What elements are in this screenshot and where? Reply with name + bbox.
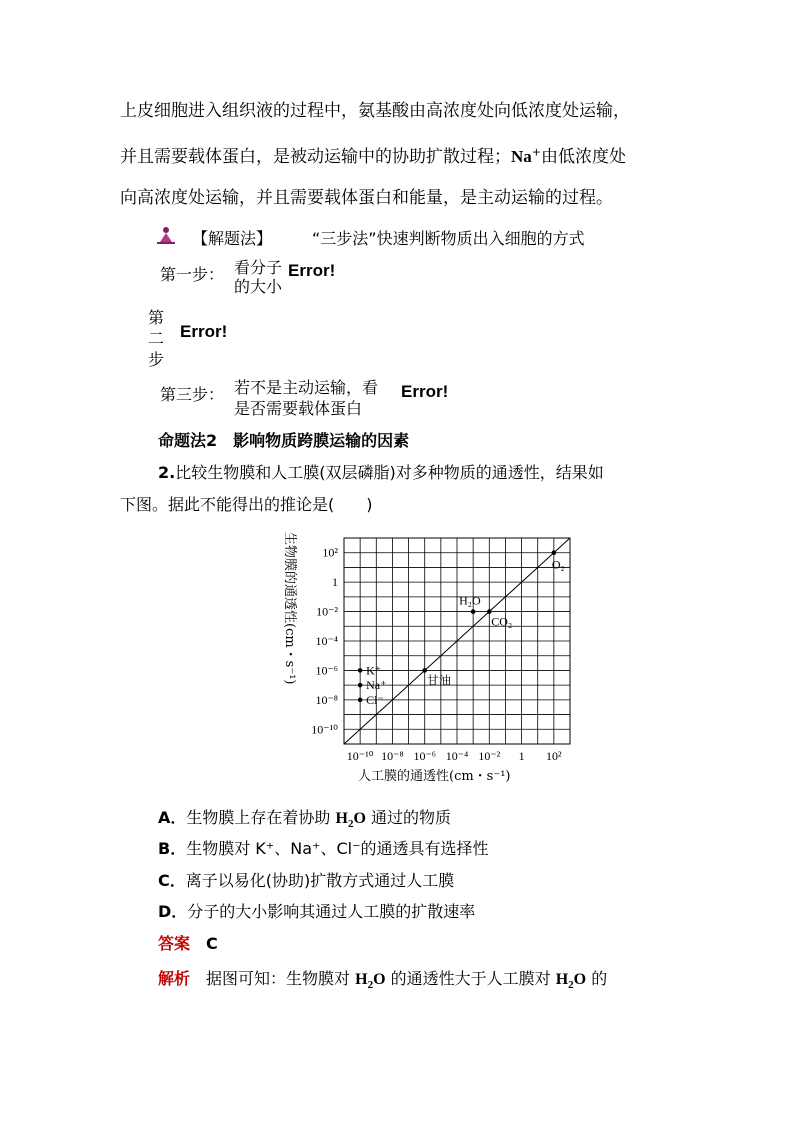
x-tick-label: 10² bbox=[546, 749, 562, 763]
option-c bbox=[158, 868, 454, 891]
question-line-2: 下图。据此不能得出的推论是( ) bbox=[120, 495, 373, 514]
data-point bbox=[487, 609, 492, 614]
data-point-label: K⁺ bbox=[366, 663, 382, 678]
x-tick-label: 10⁻² bbox=[478, 749, 501, 763]
y-tick-label: 1 bbox=[332, 575, 338, 590]
x-tick-label: 10⁻¹⁰ bbox=[346, 749, 374, 763]
intro-line-3: 向高浓度处运输，并且需要载体蛋白和能量，是主动运输的过程。 bbox=[120, 188, 613, 208]
y-tick-label: 10⁻⁴ bbox=[315, 634, 338, 648]
data-point-label: Na⁺ bbox=[366, 678, 387, 693]
step1-text-a: 看分子 bbox=[234, 258, 283, 277]
answer-row bbox=[158, 931, 218, 954]
y-axis-label: 生物膜的通透性(cm・s⁻¹) bbox=[282, 532, 297, 685]
step2-label-a: 第 bbox=[148, 308, 165, 327]
data-point-label: H₂O bbox=[459, 593, 481, 608]
x-tick-label: 10⁻⁸ bbox=[381, 749, 404, 763]
option-b-letter: B． bbox=[158, 839, 187, 858]
data-point-label: O₂ bbox=[551, 557, 565, 572]
x-tick-label: 1 bbox=[518, 749, 525, 763]
question-line-1-text: 比较生物膜和人工膜(双层磷脂)对多种物质的通透性，结果如 bbox=[175, 463, 604, 482]
option-c-letter: C． bbox=[158, 871, 186, 890]
option-a-sub: 2 bbox=[347, 818, 354, 831]
option-b bbox=[158, 836, 489, 859]
sodium-ion: Na bbox=[511, 147, 532, 166]
question-line-1 bbox=[158, 460, 604, 483]
step3-label: 第三步： bbox=[160, 385, 225, 404]
x-tick-label: 10⁻⁶ bbox=[413, 749, 436, 763]
analysis-chem-1: $H_2O$ bbox=[355, 971, 386, 992]
question-number: 2. bbox=[158, 463, 176, 482]
analysis-text-b: 的通透性大于人工膜对 bbox=[385, 969, 556, 988]
intro-line-2-tail: 由低浓度处 bbox=[541, 147, 626, 167]
step2-label-b: 二 bbox=[148, 329, 165, 348]
data-point bbox=[552, 550, 557, 555]
data-point-label: Cl⁻ bbox=[366, 692, 384, 707]
option-a-text: 生物膜上存在着协助 bbox=[186, 808, 336, 827]
permeability-chart bbox=[262, 520, 582, 800]
intro-line-1: 上皮细胞进入组织液的过程中，氨基酸由高浓度处向低浓度处运输， bbox=[120, 101, 630, 121]
y-tick-label: 10⁻⁸ bbox=[315, 692, 338, 707]
step3-text-b: 是否需要载体蛋白 bbox=[234, 399, 363, 418]
data-point bbox=[422, 668, 427, 673]
y-tick-label: 10² bbox=[322, 545, 338, 560]
step1-text-b: 的大小 bbox=[234, 277, 283, 296]
option-b-text: 生物膜对 K⁺、Na⁺、Cl⁻的通透具有选择性 bbox=[186, 839, 489, 858]
data-point bbox=[471, 609, 476, 614]
step1-label: 第一步： bbox=[160, 265, 225, 284]
meditating-figure-icon bbox=[156, 226, 176, 248]
intro-line-2-text: 并且需要载体蛋白，是被动运输中的协助扩散过程； bbox=[120, 147, 511, 167]
y-tick-label: 10⁻¹⁰ bbox=[311, 722, 338, 737]
method-tag: 【解题法】 bbox=[192, 229, 273, 248]
y-tick-label: 10⁻² bbox=[316, 604, 338, 619]
step2-error: Error! bbox=[180, 322, 228, 341]
option-d-letter: D． bbox=[158, 902, 188, 921]
option-a-chem2: O bbox=[353, 810, 366, 827]
x-axis-label: 人工膜的通透性(cm・s⁻¹) bbox=[358, 769, 511, 784]
step1-error: Error! bbox=[288, 261, 336, 280]
answer-value: C bbox=[206, 934, 218, 953]
method-title: “三步法”快速判断物质出入细胞的方式 bbox=[312, 229, 585, 248]
option-a bbox=[158, 805, 451, 830]
analysis-text-a: 据图可知：生物膜对 bbox=[206, 969, 356, 988]
y-tick-label: 10⁻⁶ bbox=[315, 663, 338, 678]
option-d bbox=[158, 899, 475, 922]
option-a-chem: H bbox=[335, 810, 348, 827]
option-d-text: 分子的大小影响其通过人工膜的扩散速率 bbox=[187, 902, 476, 921]
step3-text-a: 若不是主动运输，看 bbox=[234, 378, 379, 397]
data-point-label: CO₂ bbox=[491, 614, 513, 629]
data-point bbox=[358, 698, 363, 703]
analysis-chem-2: $H_2O$ bbox=[555, 971, 587, 992]
x-tick-label: 10⁻⁴ bbox=[445, 749, 469, 763]
option-c-text: 离子以易化(协助)扩散方式通过人工膜 bbox=[185, 871, 455, 890]
data-point bbox=[358, 683, 363, 688]
option-a-text-b: 通过的物质 bbox=[365, 808, 451, 827]
analysis-text-c: 的 bbox=[586, 969, 608, 988]
data-point bbox=[358, 668, 363, 673]
step3-error: Error! bbox=[401, 382, 449, 401]
sodium-ion-charge: + bbox=[531, 145, 541, 159]
option-a-letter: A． bbox=[158, 808, 187, 827]
analysis-label: 解析 bbox=[158, 969, 191, 988]
section-title: 命题法2 影响物质跨膜运输的因素 bbox=[158, 431, 410, 450]
step2-label-c: 步 bbox=[148, 350, 165, 369]
answer-label: 答案 bbox=[158, 934, 191, 953]
analysis-row bbox=[158, 966, 607, 991]
data-point-label: 甘油 bbox=[426, 673, 451, 688]
intro-line-2 bbox=[120, 142, 626, 167]
